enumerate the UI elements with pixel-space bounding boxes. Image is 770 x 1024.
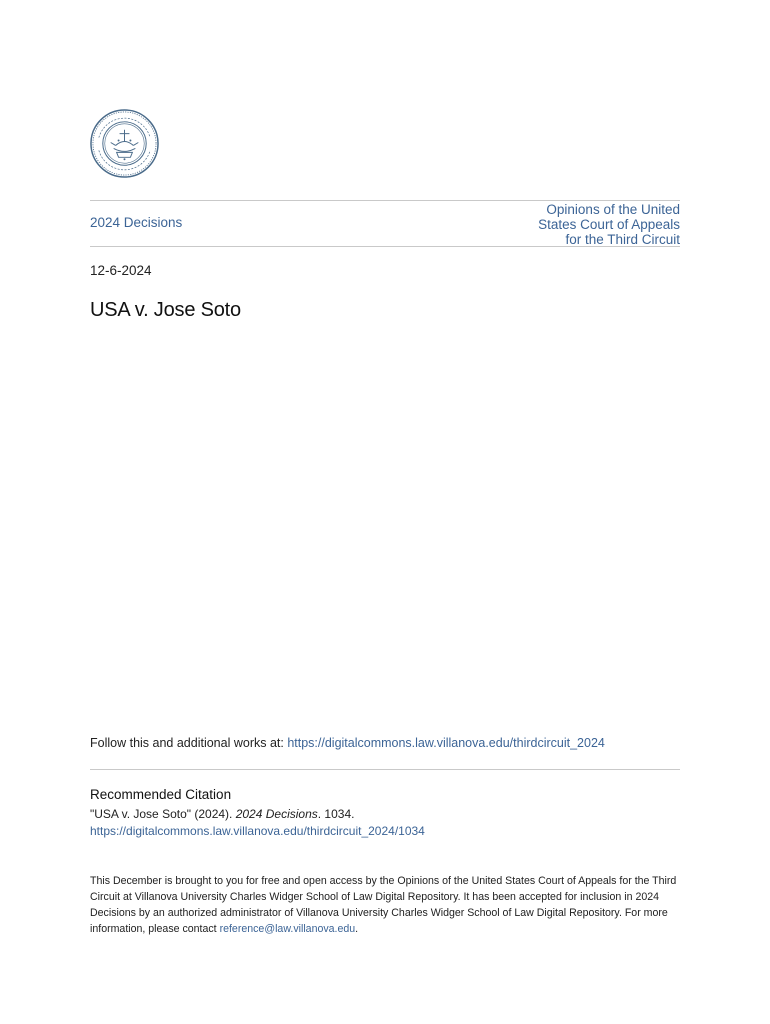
series-line: for the Third Circuit: [565, 232, 680, 247]
collection-link[interactable]: 2024 Decisions: [90, 215, 183, 230]
citation-collection: 2024 Decisions: [235, 807, 318, 821]
university-seal-icon: [89, 108, 160, 179]
series-line: States Court of Appeals: [538, 217, 680, 232]
follow-url-link[interactable]: https://digitalcommons.law.villanova.edu/thirdcircuit_2024: [287, 736, 605, 750]
notice-end: .: [355, 923, 359, 935]
document-date: 12-6-2024: [90, 263, 152, 278]
contact-email-link[interactable]: reference@law.villanova.edu: [219, 923, 356, 935]
notice-text: This December is brought to you for free and open access by the Opinions of the United States Court of Appeals for the Third Circuit at Villanova University Charles Widger School of Law Digital Repository. It has been accepted for inclusion in 2024 Decisions by an authorized administrator of Villanova University Charles Widger School of Law Digital Repository. For more information, please contact: [90, 875, 677, 935]
header-top-rule: [90, 200, 680, 201]
access-notice: [90, 873, 680, 937]
citation-title: "USA v. Jose Soto" (2024).: [90, 807, 236, 821]
series-line: Opinions of the United: [546, 202, 680, 217]
citation-text: [90, 807, 354, 821]
series-link[interactable]: [460, 202, 680, 247]
citation-url-link[interactable]: https://digitalcommons.law.villanova.edu/thirdcircuit_2024/1034: [90, 824, 425, 838]
citation-number: . 1034.: [317, 807, 355, 821]
document-title: USA v. Jose Soto: [90, 299, 241, 321]
recommended-citation-heading: Recommended Citation: [90, 787, 232, 802]
follow-prefix: Follow this and additional works at:: [90, 736, 288, 750]
citation-rule: [90, 769, 680, 770]
header-bottom-rule: [90, 246, 680, 247]
follow-line: [90, 736, 605, 750]
